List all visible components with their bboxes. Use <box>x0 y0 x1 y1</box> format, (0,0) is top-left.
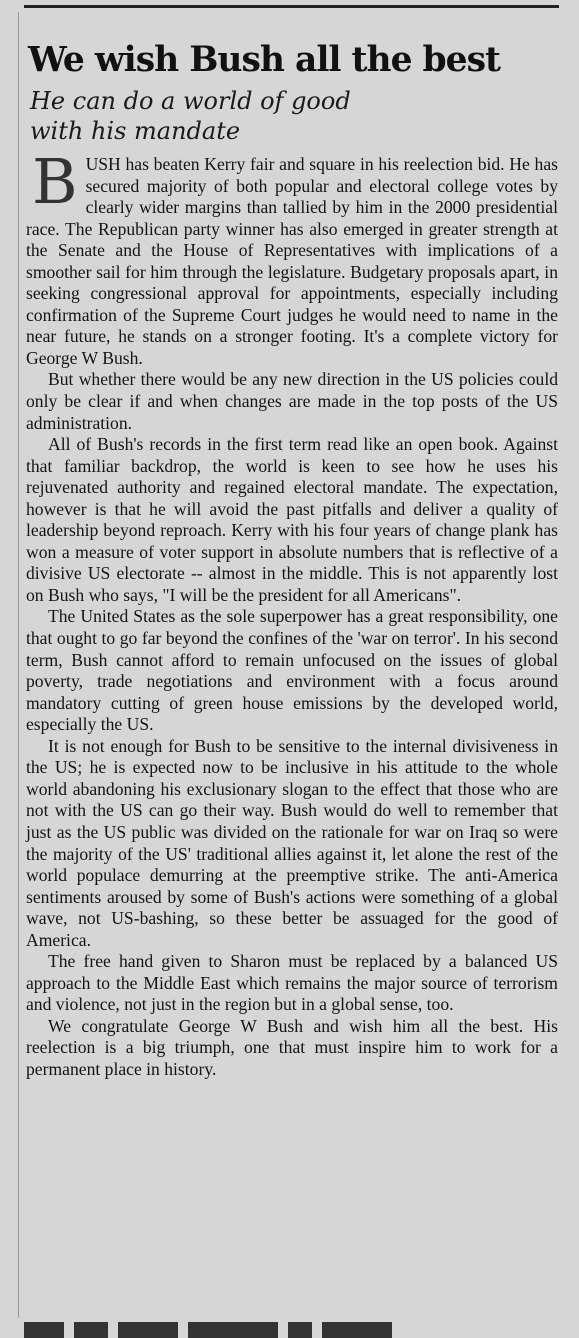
paragraph-7: We congratulate George W Bush and wish him all the best. His reelection is a big triumph, one that must inspire him to work for a permanent place in history. <box>26 1015 558 1079</box>
editorial-article <box>26 40 558 1081</box>
paragraph-1: BUSH has beaten Kerry fair and square in his reelection bid. He has secured majority of both popular and electoral college votes by clearly wider margins than tallied by him in the 2000 presidential race. The Republican party winner has also emerged in greater strength at the Senate and the House of Representatives with implications of a smoother sail for him through the legislature. Budgetary proposals apart, in seeking congressional approval for appointments, especially including confirmation of the Supreme Court judges he would need to name in the near future, he stands on a stronger footing. It's a complete victory for George W Bush. <box>26 145 558 368</box>
subheadline-line-2: with his mandate <box>30 117 241 145</box>
column-divider <box>18 12 19 1318</box>
article-body <box>26 145 558 1081</box>
paragraph-5: It is not enough for Bush to be sensitive to the internal divisiveness in the US; he is expected now to be inclusive in his attitude to the whole world abandoning his exclusionary slogan to the effect that those who are not with the US can go their way. Bush would do well to remember that just as the US public was divided on the rationale for war on Iraq so were the majority of the US' traditional allies against it, let alone the rest of the world populace demurring at the preemptive strike. The anti-America sentiments aroused by some of Bush's actions were something of a global wave, not US-bashing, so these better be assuaged for the good of America. <box>26 735 558 950</box>
subheadline-line-1: He can do a world of good <box>30 87 351 115</box>
paragraph-4: The United States as the sole superpower has a great responsibility, one that ought to go far beyond the confines of the 'war on terror'. In his second term, Bush cannot afford to remain unfocused on the issues of global poverty, trade negotiations and environment with a focus around mandatory cutting of green house emissions by the developed world, especially the US. <box>26 606 558 735</box>
paragraph-6: The free hand given to Sharon must be replaced by a balanced US approach to the Middle East which remains the major source of terrorism and violence, not just in the region but in a global sense, too. <box>26 951 558 1015</box>
top-rule <box>24 5 559 8</box>
paragraph-3: All of Bush's records in the first term read like an open book. Against that familiar backdrop, the world is keen to see how he uses his rejuvenated authority and regained electoral mandate. The expectation, however is that he will avoid the past pitfalls and deliver a quality of leadership beyond reproach. Kerry with his four years of change plank has won a measure of voter support in absolute numbers that is reflective of a divisive US electorate -- almost in the middle. This is not apparently lost on Bush who says, "I will be the president for all Americans". <box>26 434 558 605</box>
headline: We wish Bush all the best <box>28 40 500 80</box>
drop-cap: B <box>32 145 78 218</box>
subheadline <box>30 86 558 146</box>
paragraph-2: But whether there would be any new direction in the US policies could only be clear if and when changes are made in the top posts of the US administration. <box>26 369 558 433</box>
next-headline-fragment <box>24 1322 544 1338</box>
